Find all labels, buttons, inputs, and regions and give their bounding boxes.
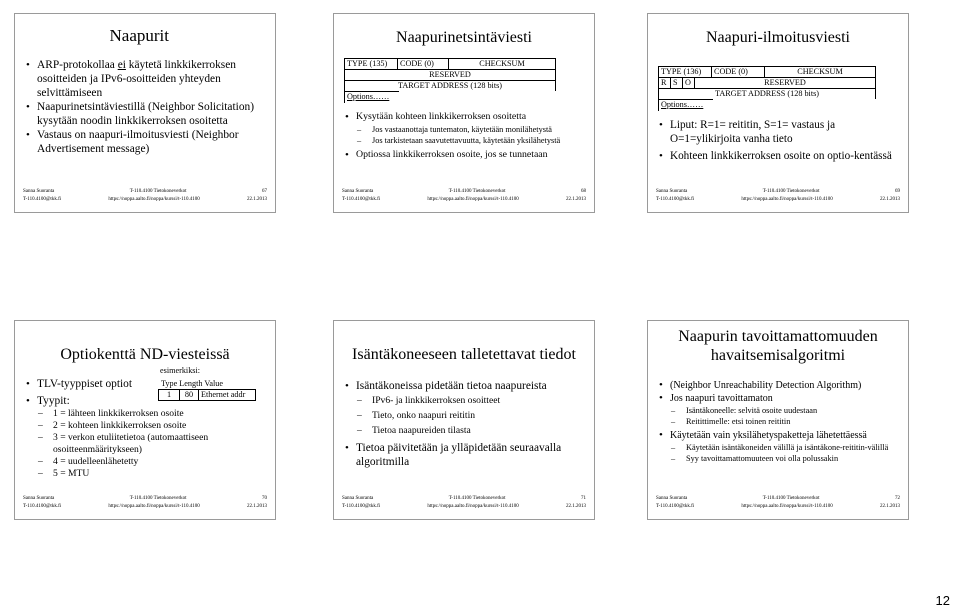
slide-footer: Sanna Suoranta T-110.4100 Tietokoneverkot 67 T-110.4100@tkk.fi https://noppa.aalto.fi/noppa/kurssi/t-110.4100 22.1.2013: [23, 189, 267, 202]
sub-bullet: – 5 = MTU: [25, 468, 269, 480]
bullet: • (Neighbor Unreachability Detection Algorithm): [658, 379, 902, 392]
slide-body: [344, 379, 588, 469]
slide-72: [647, 320, 909, 520]
sub-bullet: – 3 = verkon etuliitetietoa (automaattiseen osoitteenmääritykseen): [25, 432, 269, 456]
sub-bullet: – 2 = kohteen linkkikerroksen osoite: [25, 420, 269, 432]
packet-diagram: TYPE (135) CODE (0) CHECKSUM RESERVED TARGET ADDRESS (128 bits) Options……: [344, 58, 556, 103]
bullet: • ARP-protokollaa ei käytetä linkkikerroksen osoitteiden ja IPv6-osoitteiden yhteyden selvittämiseen: [25, 58, 269, 100]
slide-footer: Sanna Suoranta T-110.4100 Tietokoneverkot 70 T-110.4100@tkk.fi https://noppa.aalto.fi/noppa/kurssi/t-110.4100 22.1.2013: [23, 496, 267, 509]
slide-71: [333, 320, 595, 520]
bullet: • Isäntäkoneissa pidetään tietoa naapureista: [344, 379, 588, 393]
slide-69: [647, 13, 909, 213]
bullet: • Vastaus on naapuri-ilmoitusviesti (Neighbor Advertisement message): [25, 128, 269, 156]
sub-bullet: – 1 = lähteen linkkikerroksen osoite: [25, 408, 269, 420]
slide-67: [14, 13, 276, 213]
sub-bullet: – Tieto, onko naapuri reititin: [344, 410, 588, 422]
sub-bullet: – Syy tavoittamattomuuteen voi olla polussakin: [658, 453, 902, 464]
slide-title: Naapurit: [109, 26, 169, 45]
bullet: • Jos naapuri tavoittamaton: [658, 392, 902, 405]
example-header: Type Length Value: [161, 379, 224, 388]
slide-title: Optiokenttä ND-viesteissä: [60, 346, 230, 363]
slide-footer: Sanna Suoranta T-110.4100 Tietokoneverkot 72 T-110.4100@tkk.fi https://noppa.aalto.fi/noppa/kurssi/t-110.4100 22.1.2013: [656, 496, 900, 509]
tlv-example: 1 80 Ethernet addr: [158, 389, 256, 401]
slide-70: [14, 320, 276, 520]
bullet: • Kohteen linkkikerroksen osoite on optio-kentässä: [658, 149, 902, 163]
sub-bullet: – IPv6- ja linkkikerroksen osoitteet: [344, 395, 588, 407]
slide-body: [25, 377, 269, 480]
sub-bullet: – Tietoa naapureiden tilasta: [344, 425, 588, 437]
bullet: • TLV-tyyppiset optiot: [25, 377, 269, 391]
sub-bullet: – Reitittimelle: etsi toinen reititin: [658, 416, 902, 427]
sub-bullet: – Isäntäkoneelle: selvitä osoite uudestaan: [658, 405, 902, 416]
slide-68: [333, 13, 595, 213]
bullet: • Käytetään vain yksilähetyspaketteja lähetettäessä: [658, 429, 902, 442]
slide-footer: Sanna Suoranta T-110.4100 Tietokoneverkot 69 T-110.4100@tkk.fi https://noppa.aalto.fi/noppa/kurssi/t-110.4100 22.1.2013: [656, 189, 900, 202]
bullet: • Tietoa päivitetään ja ylläpidetään seuraavalla algoritmilla: [344, 441, 588, 469]
slide-title: Naapuri-ilmoitusviesti: [706, 29, 850, 46]
slide-body: [25, 58, 269, 156]
slide-body: [344, 110, 588, 162]
sub-bullet: – Käytetään isäntäkoneiden välillä ja isäntäkone-reititin-välillä: [658, 442, 902, 453]
bullet: • Liput: R=1= reititin, S=1= vastaus ja O=1=ylikirjoita vanha tieto: [658, 118, 902, 146]
sub-bullet: – Jos vastaanottaja tuntematon, käytetään monilähetystä: [344, 124, 588, 135]
packet-diagram: TYPE (136) CODE (0) CHECKSUM R S O RESERVED TARGET ADDRESS (128 bits) Options……: [658, 66, 876, 111]
slide-body: [658, 118, 902, 163]
bullet: • Naapurinetsintäviestillä (Neighbor Solicitation) kysytään noodin linkkikerroksen osoitetta: [25, 100, 269, 128]
slide-footer: Sanna Suoranta T-110.4100 Tietokoneverkot 71 T-110.4100@tkk.fi https://noppa.aalto.fi/noppa/kurssi/t-110.4100 22.1.2013: [342, 496, 586, 509]
page-number: 12: [935, 593, 950, 608]
slide-body: [658, 379, 902, 464]
slide-title: Isäntäkoneeseen talletettavat tiedot: [352, 346, 576, 363]
sub-bullet: – 4 = uudelleenlähetetty: [25, 456, 269, 468]
example-label: esimerkiksi:: [160, 366, 201, 375]
bullet: • Optiossa linkkikerroksen osoite, jos se tunnetaan: [344, 148, 588, 162]
sub-bullet: – Jos tarkistetaan saavutettavuutta, käytetään yksilähetystä: [344, 135, 588, 146]
slide-footer: Sanna Suoranta T-110.4100 Tietokoneverkot 68 T-110.4100@tkk.fi https://noppa.aalto.fi/noppa/kurssi/t-110.4100 22.1.2013: [342, 189, 586, 202]
bullet: • Tyypit:: [25, 394, 269, 408]
bullet: • Kysytään kohteen linkkikerroksen osoitetta: [344, 110, 588, 124]
slide-title: Naapurinetsintäviesti: [396, 29, 532, 46]
slide-title: Naapurin tavoittamattomuuden havaitsemisalgoritmi: [678, 328, 878, 364]
